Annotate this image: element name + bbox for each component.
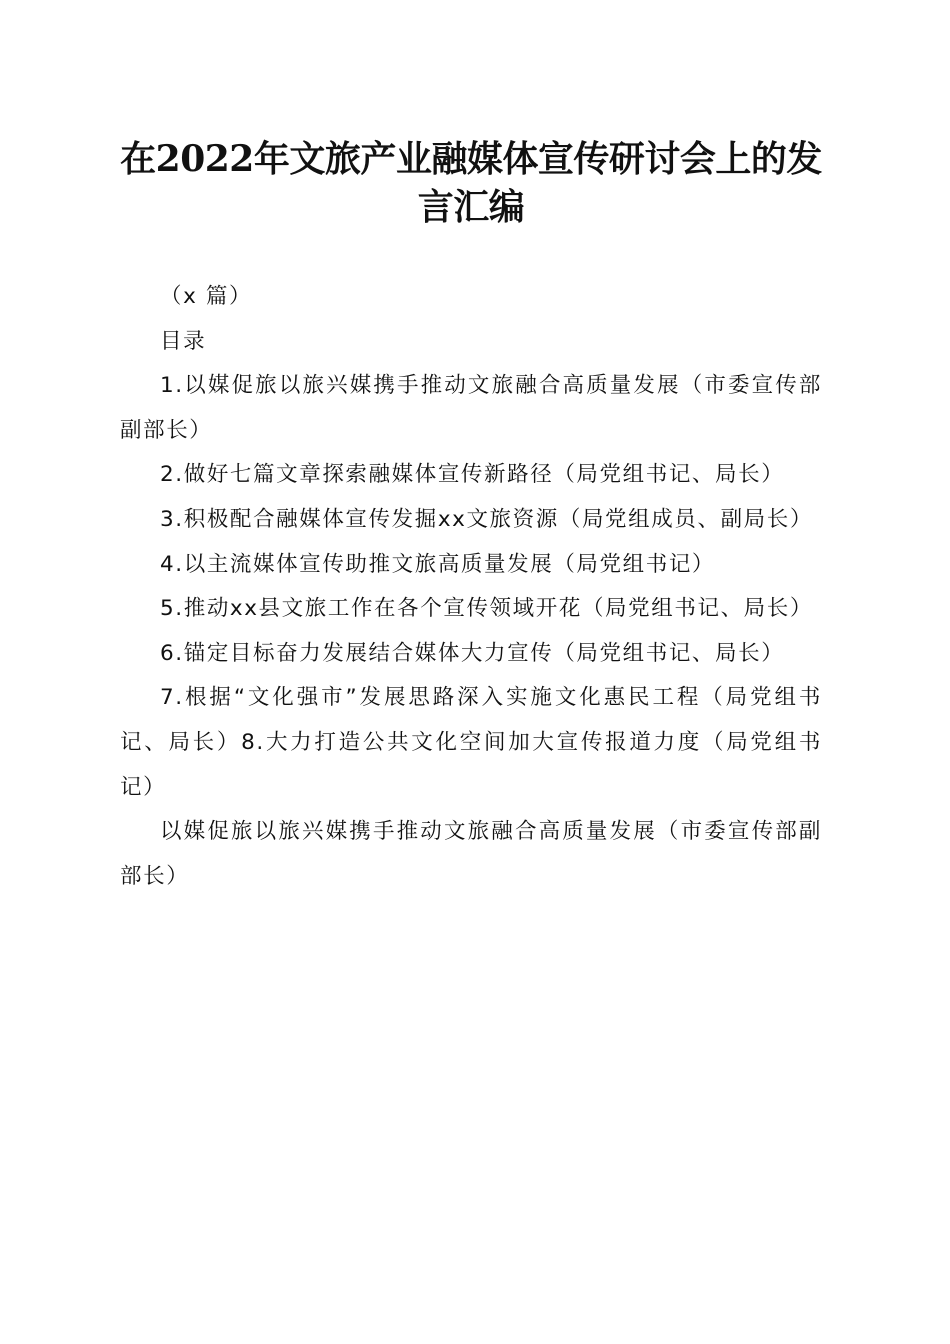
- toc-item: 1.以媒促旅以旅兴媒携手推动文旅融合高质量发展（市委宣传部副部长）: [120, 373, 822, 443]
- toc-item: 4.以主流媒体宣传助推文旅高质量发展（局党组书记）: [160, 551, 716, 577]
- section-heading: 以媒促旅以旅兴媒携手推动文旅融合高质量发展（市委宣传部副部长）: [120, 819, 822, 889]
- toc-item: 2.做好七篇文章探索融媒体宣传新路径（局党组书记、局长）: [160, 462, 785, 488]
- toc-item: 7.根据“文化强市”发展思路深入实施文化惠民工程（局党组书记、局长）8.大力打造公共文化空间加大宣传报道力度（局党组书记）: [120, 685, 822, 800]
- toc-heading: 目录: [160, 328, 207, 354]
- document-body: [120, 275, 822, 899]
- toc-item: 6.锚定目标奋力发展结合媒体大力宣传（局党组书记、局长）: [160, 640, 785, 666]
- toc-item: 5.推动xx县文旅工作在各个宣传领域开花（局党组书记、局长）: [160, 596, 813, 622]
- toc-item: 3.积极配合融媒体宣传发掘xx文旅资源（局党组成员、副局长）: [160, 506, 813, 532]
- document-title: 在2022年文旅产业融媒体宣传研讨会上的发言汇编: [120, 138, 822, 228]
- count-note: （x 篇）: [160, 284, 253, 309]
